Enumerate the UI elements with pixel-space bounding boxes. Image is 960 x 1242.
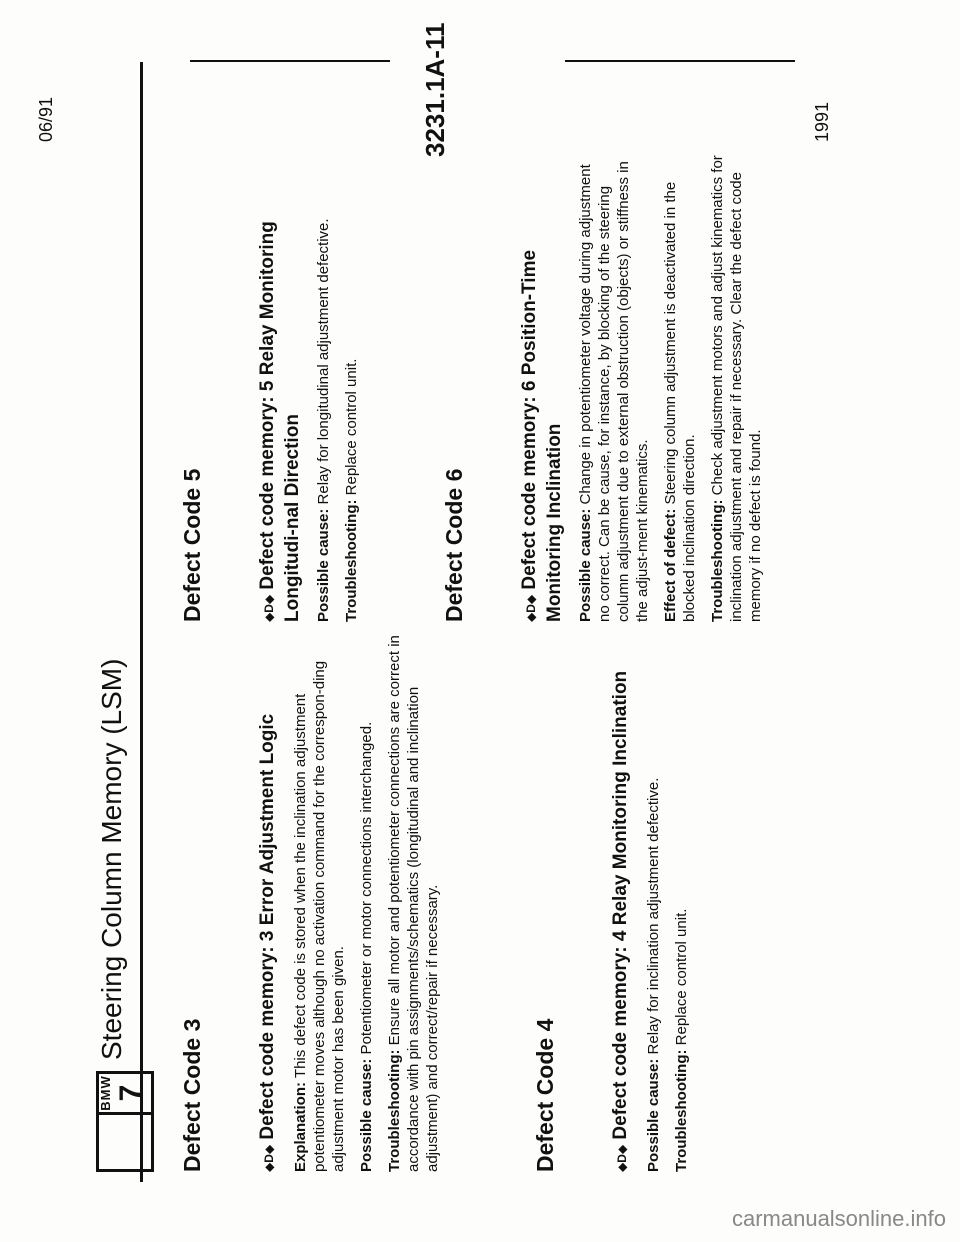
dc4-trouble-text: Replace control unit. [673,908,690,1046]
brand-label: BMW [98,1075,113,1111]
diamond-icon: ◆D◆ [615,1144,629,1172]
dc4-subheading-text: Defect code memory: 4 Relay Monitoring Inclination [610,670,631,1140]
year-label: 1991 [812,101,832,142]
dc3-trouble-label: Troubleshooting: [386,1049,403,1172]
dc3-subheading-text: Defect code memory: 3 Error Adjustment Logic [257,713,278,1140]
dc5-subheading [256,152,304,622]
diamond-icon: ◆D◆ [262,1144,276,1172]
dc4-trouble [672,612,691,1172]
dc3-explanation [291,612,348,1172]
watermark: carmanualsonline.info [731,1206,946,1231]
dc5-heading: Defect Code 5 [179,468,205,622]
dc5-subheading-text: Defect code memory: 5 Relay Monitoring Longitudi-nal Direction [257,221,303,622]
dc6-effect-text: Steering column adjustment is deactivated in the blocked inclination direction. [662,181,698,622]
dc3-explanation-text: This defect code is stored when the inclination adjustment potentiometer moves although no activation command for the correspon-ding adjustment motor has been given. [292,660,347,1172]
dc4-cause-text: Relay for inclination adjustment defective. [645,777,662,1055]
doc-number: 3231.1A-11 [420,22,450,157]
dc6-cause-label: Possible cause: [577,508,594,622]
dc5-cause-label: Possible cause: [315,508,332,622]
logo-box-left [96,1112,154,1172]
diamond-icon: ◆D◆ [262,594,276,622]
column-right [178,152,774,622]
dc3-heading: Defect Code 3 [179,1018,205,1172]
dc6-trouble [708,152,765,622]
model-number: 7 [114,1084,147,1102]
date-label: 06/91 [36,96,56,142]
diamond-icon: ◆D◆ [524,594,538,622]
dc6-effect [661,152,699,622]
dc6-subheading-text: Defect code memory: 6 Position-Time Monitoring Inclination [519,249,565,622]
dc6-trouble-label: Troubleshooting: [709,499,726,622]
dc5-cause [314,152,333,622]
dc4-cause-label: Possible cause: [645,1058,662,1172]
dc6-subheading [518,152,566,622]
dc3-explanation-label: Explanation: [292,1081,309,1172]
dc4-cause [644,612,663,1172]
dc6-cause-text: Change in potentiometer voltage during adjustment no correct. Can be cause, for instance, by blocking of the steering column adjustment due to external obstruction (objects) or stiffness in the adjust-ment kinematics. [577,161,651,622]
margin-rule-top [190,60,390,62]
page-header [88,642,160,1172]
dc3-trouble-text: Ensure all motor and potentiometer connections are correct in accordance with pin assignments/schematics (longitudinal and inclination adjustment) and correct/repair if necessary. [386,635,441,1172]
dc6-trouble-text: Check adjustment motors and adjust kinematics for inclination adjustment and repair if necessary. Clear the defect code memory if no defect is found. [709,155,764,622]
dc5-trouble [342,152,361,622]
page-title: Steering Column Memory (LSM) [96,658,127,1060]
dc3-trouble [385,612,442,1172]
dc4-trouble-label: Troubleshooting: [673,1049,690,1172]
dc5-cause-text: Relay for longitudinal adjustment defective. [315,218,332,505]
dc6-effect-label: Effect of defect: [662,508,679,622]
dc5-trouble-label: Troubleshooting: [343,499,360,622]
dc3-subheading [256,612,281,1172]
dc3-cause-text: Potentiometer or motor connections interchanged. [358,721,375,1055]
dc3-cause-label: Possible cause: [358,1058,375,1172]
dc4-heading: Defect Code 4 [532,1018,558,1172]
dc6-cause [576,152,652,622]
page-rule [140,62,143,1182]
dc5-trouble-text: Replace control unit. [343,358,360,496]
column-left [178,612,700,1172]
margin-rule-bottom [565,60,795,62]
dc4-subheading [609,612,634,1172]
dc3-cause [357,612,376,1172]
dc6-heading: Defect Code 6 [441,468,467,622]
